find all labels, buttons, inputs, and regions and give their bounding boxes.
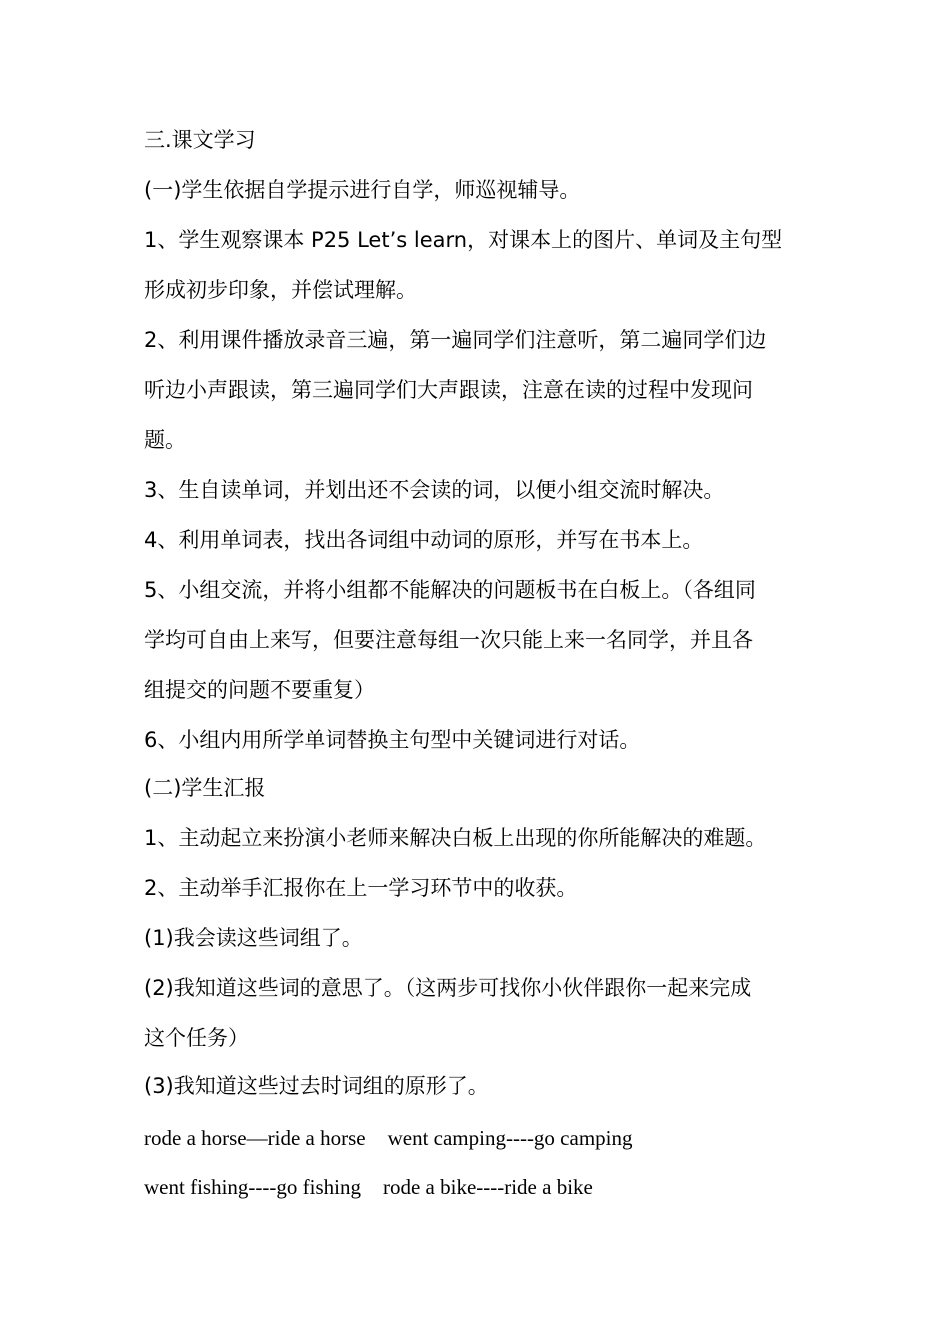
paragraph-line: 学均可自由上来写，但要注意每组一次只能上来一名同学，并且各	[144, 628, 753, 652]
paragraph-line: 2、利用课件播放录音三遍，第一遍同学们注意听，第二遍同学们边	[144, 328, 767, 352]
paragraph-line: (2)我知道这些词的意思了。（这两步可找你小伙伴跟你一起来完成	[144, 976, 752, 1000]
phrase-pair: went camping----go camping	[387, 1126, 633, 1150]
section-heading: 三.课文学习	[144, 128, 256, 152]
paragraph-line: 听边小声跟读，第三遍同学们大声跟读，注意在读的过程中发现问	[144, 378, 753, 402]
paragraph-line: 6、小组内用所学单词替换主句型中关键词进行对话。	[144, 728, 641, 752]
paragraph-line: 题。	[144, 428, 186, 452]
phrase-pair: rode a horse—ride a horse	[144, 1126, 366, 1150]
paragraph-line: 组提交的问题不要重复）	[144, 678, 375, 702]
paragraph-line: 4、利用单词表，找出各词组中动词的原形，并写在书本上。	[144, 528, 704, 552]
paragraph-line: 2、主动举手汇报你在上一学习环节中的收获。	[144, 876, 578, 900]
phrase-pair: rode a bike----ride a bike	[382, 1175, 593, 1199]
paragraph-line: 这个任务）	[144, 1026, 249, 1050]
paragraph-line: (3)我知道这些过去时词组的原形了。	[144, 1074, 489, 1098]
paragraph-line: 5、小组交流，并将小组都不能解决的问题板书在白板上。（各组同	[144, 578, 756, 602]
paragraph-line: 1、学生观察课本 P25 Let’s learn，对课本上的图片、单词及主句型	[144, 228, 783, 252]
subsection-heading: (一)学生依据自学提示进行自学，师巡视辅导。	[144, 178, 581, 202]
paragraph-line: (1)我会读这些词组了。	[144, 926, 363, 950]
paragraph-line: 形成初步印象，并偿试理解。	[144, 278, 417, 302]
subsection-heading: (二)学生汇报	[144, 776, 266, 800]
phrase-row	[144, 1173, 824, 1201]
paragraph-line: 1、主动起立来扮演小老师来解决白板上出现的你所能解决的难题。	[144, 826, 767, 850]
paragraph-line: 3、生自读单词，并划出还不会读的词，以便小组交流时解决。	[144, 478, 725, 502]
phrase-pair: went fishing----go fishing	[144, 1175, 361, 1199]
phrase-row	[144, 1124, 824, 1152]
